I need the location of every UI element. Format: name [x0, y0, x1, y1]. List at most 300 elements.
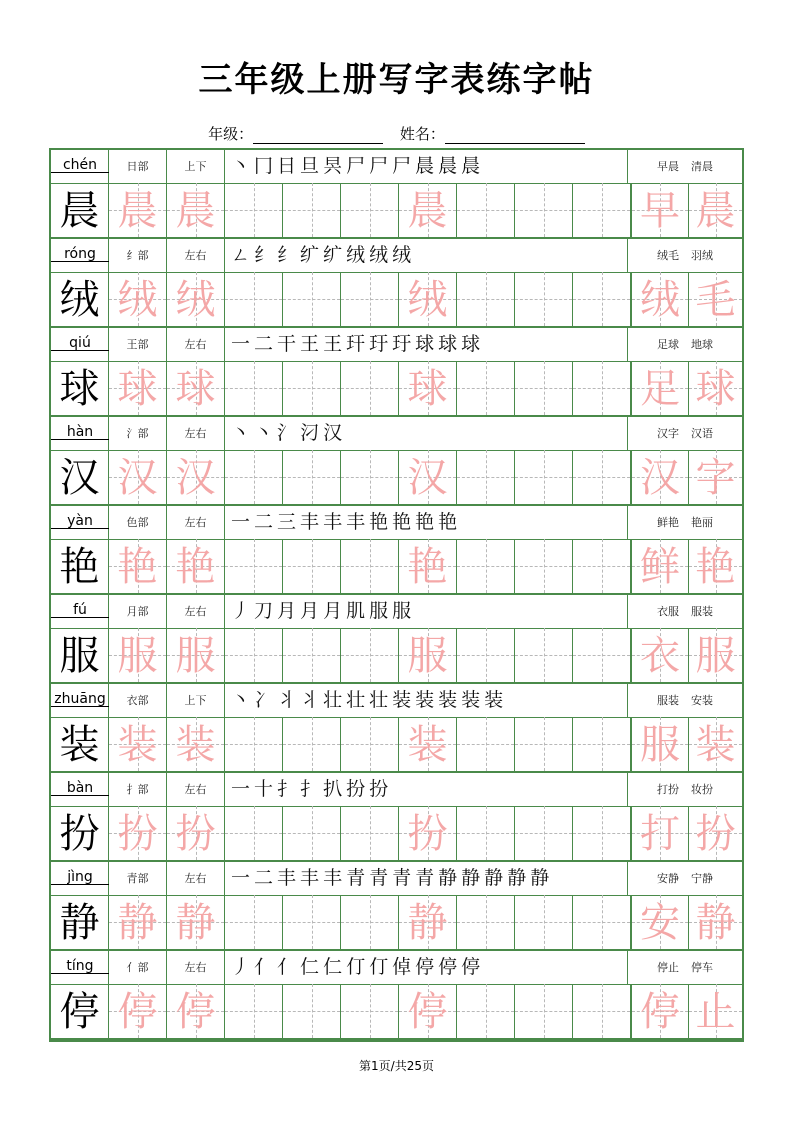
practice-box[interactable] [341, 272, 399, 326]
practice-box[interactable] [515, 450, 573, 504]
practice-box[interactable] [225, 361, 283, 415]
practice-box[interactable] [225, 895, 283, 949]
stroke-step: 刀 [254, 600, 274, 622]
practice-box[interactable] [457, 717, 515, 771]
trace-char: 晨 [407, 188, 448, 234]
trace-box[interactable] [109, 272, 167, 326]
trace-box[interactable] [399, 183, 457, 237]
stroke-order [225, 328, 628, 361]
practice-row [51, 895, 742, 951]
practice-box[interactable] [457, 539, 515, 593]
word-trace-char: 装 [695, 722, 736, 768]
example-word: 艳丽 [691, 516, 713, 529]
word-trace-box[interactable] [631, 450, 689, 504]
practice-box[interactable] [573, 450, 631, 504]
pinyin-cell [51, 417, 109, 450]
practice-box[interactable] [515, 717, 573, 771]
practice-box[interactable] [573, 895, 631, 949]
practice-box[interactable] [225, 272, 283, 326]
example-words [628, 595, 742, 628]
practice-box[interactable] [341, 806, 399, 860]
practice-box[interactable] [283, 539, 341, 593]
word-trace-box[interactable] [689, 183, 742, 237]
stroke-step: 绒 [346, 244, 366, 266]
structure: 左右 [167, 951, 225, 984]
word-trace-box[interactable] [689, 628, 742, 682]
stroke-step: 青 [392, 867, 412, 889]
practice-box[interactable] [515, 895, 573, 949]
trace-char: 装 [407, 722, 448, 768]
practice-box[interactable] [283, 895, 341, 949]
stroke-step: 冂 [254, 155, 274, 177]
stroke-step: 停 [438, 956, 458, 978]
example-word: 地球 [691, 338, 713, 351]
practice-box[interactable] [515, 539, 573, 593]
pinyin-cell [51, 773, 109, 806]
practice-box[interactable] [225, 806, 283, 860]
practice-box[interactable] [573, 628, 631, 682]
stroke-step: 晨 [415, 155, 435, 177]
example-words [628, 951, 742, 984]
practice-box[interactable] [573, 361, 631, 415]
stroke-step: 扒 [323, 778, 343, 800]
practice-box[interactable] [515, 361, 573, 415]
structure: 左右 [167, 239, 225, 272]
trace-box[interactable] [399, 539, 457, 593]
grade-label: 年级： [208, 125, 254, 143]
trace-box[interactable] [109, 628, 167, 682]
stroke-step: 装 [461, 689, 481, 711]
stroke-step: 静 [507, 867, 527, 889]
word-trace-char: 停 [640, 989, 680, 1035]
radical: 青部 [109, 862, 167, 895]
practice-box[interactable] [457, 895, 515, 949]
practice-box[interactable] [457, 628, 515, 682]
trace-char: 绒 [175, 277, 216, 323]
practice-box[interactable] [225, 539, 283, 593]
student-info [0, 123, 793, 144]
word-trace-char: 打 [640, 811, 680, 857]
example-words [628, 862, 742, 895]
stroke-order [225, 150, 628, 183]
practice-box[interactable] [573, 183, 631, 237]
trace-box[interactable] [109, 806, 167, 860]
model-char: 服 [59, 633, 100, 679]
model-char: 静 [59, 900, 100, 946]
word-trace-box[interactable] [631, 272, 689, 326]
stroke-order [225, 951, 628, 984]
trace-box[interactable] [167, 984, 225, 1038]
stroke-step: 仁 [300, 956, 320, 978]
stroke-step: 青 [415, 867, 435, 889]
word-trace-char: 毛 [695, 277, 736, 323]
trace-box[interactable] [109, 450, 167, 504]
stroke-step: 亻 [254, 956, 274, 978]
trace-box[interactable] [167, 895, 225, 949]
word-trace-box[interactable] [631, 806, 689, 860]
practice-box[interactable] [225, 628, 283, 682]
trace-box[interactable] [167, 450, 225, 504]
trace-char: 球 [407, 366, 448, 412]
example-words [628, 150, 742, 183]
page-number: 第1页/共25页 [359, 1059, 434, 1073]
trace-char: 服 [407, 633, 448, 679]
practice-box[interactable] [225, 183, 283, 237]
radical: 衣部 [109, 684, 167, 717]
practice-box[interactable] [515, 272, 573, 326]
stroke-step: 扮 [346, 778, 366, 800]
stroke-order [225, 773, 628, 806]
name-label: 姓名： [399, 125, 445, 143]
example-word: 鲜艳 [657, 516, 679, 529]
stroke-step: 二 [254, 867, 274, 889]
example-words [628, 684, 742, 717]
example-words [628, 417, 742, 450]
model-box [51, 984, 109, 1038]
word-trace-char: 汉 [640, 455, 680, 501]
trace-char: 扮 [175, 811, 216, 857]
practice-box[interactable] [573, 984, 631, 1038]
practice-box[interactable] [341, 895, 399, 949]
practice-box[interactable] [457, 984, 515, 1038]
trace-box[interactable] [399, 806, 457, 860]
practice-box[interactable] [457, 183, 515, 237]
practice-row [51, 183, 742, 239]
word-trace-box[interactable] [631, 183, 689, 237]
example-word: 足球 [657, 338, 679, 351]
example-word: 停止 [657, 961, 679, 974]
stroke-step: 仃 [346, 956, 366, 978]
grade-field[interactable] [253, 129, 383, 144]
trace-box[interactable] [399, 984, 457, 1038]
stroke-step: 王 [300, 333, 320, 355]
practice-box[interactable] [457, 450, 515, 504]
model-box [51, 272, 109, 326]
stroke-step: 纟 [254, 244, 274, 266]
trace-box[interactable] [167, 717, 225, 771]
practice-row [51, 272, 742, 328]
practice-box[interactable] [573, 272, 631, 326]
stroke-step: 丶 [231, 422, 251, 444]
pinyin-cell [51, 684, 109, 717]
trace-char: 停 [117, 989, 158, 1035]
example-word: 打扮 [657, 783, 679, 796]
word-trace-box[interactable] [689, 895, 742, 949]
stroke-step: 丶 [254, 422, 274, 444]
stroke-step: 静 [438, 867, 458, 889]
word-trace-char: 静 [695, 900, 736, 946]
trace-box[interactable] [109, 984, 167, 1038]
stroke-step: 肌 [346, 600, 366, 622]
word-trace-char: 止 [695, 989, 736, 1035]
stroke-step: 亻 [277, 956, 297, 978]
page-title: 三年级上册写字表练字帖 [198, 60, 595, 100]
radical: 扌部 [109, 773, 167, 806]
trace-char: 扮 [407, 811, 448, 857]
trace-char: 静 [175, 900, 216, 946]
practice-box[interactable] [515, 806, 573, 860]
stroke-step: 青 [369, 867, 389, 889]
stroke-step: 停 [461, 956, 481, 978]
stroke-step: 艳 [369, 511, 389, 533]
practice-box[interactable] [341, 628, 399, 682]
trace-box[interactable] [399, 450, 457, 504]
practice-box[interactable] [515, 183, 573, 237]
practice-box[interactable] [457, 361, 515, 415]
stroke-step: 青 [346, 867, 366, 889]
radical: 纟部 [109, 239, 167, 272]
word-trace-box[interactable] [689, 272, 742, 326]
example-word: 安静 [657, 872, 679, 885]
trace-char: 汉 [407, 455, 448, 501]
practice-box[interactable] [457, 272, 515, 326]
model-box [51, 361, 109, 415]
practice-box[interactable] [283, 717, 341, 771]
trace-box[interactable] [399, 717, 457, 771]
stroke-step: 十 [254, 778, 274, 800]
practice-box[interactable] [515, 628, 573, 682]
practice-box[interactable] [283, 984, 341, 1038]
pinyin-cell [51, 328, 109, 361]
stroke-step: 扮 [369, 778, 389, 800]
stroke-step: 纩 [300, 244, 320, 266]
stroke-step: 丰 [300, 511, 320, 533]
trace-box[interactable] [167, 272, 225, 326]
stroke-order [225, 239, 628, 272]
practice-box[interactable] [225, 717, 283, 771]
practice-box[interactable] [283, 806, 341, 860]
example-word: 服装 [657, 694, 679, 707]
word-trace-box[interactable] [689, 539, 742, 593]
word-trace-box[interactable] [689, 361, 742, 415]
pinyin-cell [51, 862, 109, 895]
practice-box[interactable] [283, 628, 341, 682]
model-char: 绒 [59, 277, 100, 323]
stroke-step: 壮 [369, 689, 389, 711]
trace-box[interactable] [399, 361, 457, 415]
pinyin: hàn [51, 425, 109, 440]
practice-box[interactable] [283, 183, 341, 237]
stroke-step: 氵 [277, 422, 297, 444]
trace-box[interactable] [399, 895, 457, 949]
trace-box[interactable] [109, 717, 167, 771]
trace-box[interactable] [167, 539, 225, 593]
trace-char: 艳 [117, 544, 158, 590]
practice-box[interactable] [573, 717, 631, 771]
practice-box[interactable] [457, 806, 515, 860]
stroke-step: 汉 [323, 422, 343, 444]
trace-char: 停 [407, 989, 448, 1035]
model-box [51, 895, 109, 949]
trace-char: 球 [175, 366, 216, 412]
stroke-step: 球 [438, 333, 458, 355]
word-trace-box[interactable] [631, 539, 689, 593]
name-field[interactable] [445, 129, 585, 144]
example-word: 汉字 [657, 427, 679, 440]
pinyin: bàn [51, 781, 109, 796]
stroke-step: 晨 [461, 155, 481, 177]
radical: 王部 [109, 328, 167, 361]
practice-box[interactable] [225, 984, 283, 1038]
model-char: 扮 [59, 811, 100, 857]
trace-char: 绒 [117, 277, 158, 323]
word-trace-char: 扮 [695, 811, 736, 857]
stroke-step: 尸 [392, 155, 412, 177]
stroke-step: 扌 [300, 778, 320, 800]
trace-char: 晨 [117, 188, 158, 234]
practice-row [51, 450, 742, 506]
stroke-step: 倬 [392, 956, 412, 978]
stroke-step: 一 [231, 511, 251, 533]
stroke-step: 球 [461, 333, 481, 355]
word-trace-char: 绒 [640, 277, 680, 323]
word-trace-box[interactable] [631, 361, 689, 415]
stroke-step: 丬 [277, 689, 297, 711]
practice-box[interactable] [283, 272, 341, 326]
practice-row [51, 361, 742, 417]
structure: 上下 [167, 150, 225, 183]
pinyin: fú [51, 603, 109, 618]
radical: 月部 [109, 595, 167, 628]
example-word: 清晨 [691, 160, 713, 173]
structure: 上下 [167, 684, 225, 717]
stroke-step: 服 [369, 600, 389, 622]
trace-box[interactable] [399, 272, 457, 326]
pinyin-cell [51, 506, 109, 539]
practice-box[interactable] [515, 984, 573, 1038]
word-trace-box[interactable] [689, 717, 742, 771]
structure: 左右 [167, 595, 225, 628]
stroke-step: 丰 [300, 867, 320, 889]
char-info-row [51, 595, 742, 629]
char-info-row [51, 773, 742, 807]
model-box [51, 539, 109, 593]
practice-box[interactable] [341, 539, 399, 593]
word-trace-char: 服 [640, 722, 680, 768]
word-trace-box[interactable] [689, 450, 742, 504]
structure: 左右 [167, 506, 225, 539]
stroke-step: 丰 [323, 511, 343, 533]
stroke-step: 艳 [438, 511, 458, 533]
trace-box[interactable] [109, 539, 167, 593]
practice-box[interactable] [341, 717, 399, 771]
practice-box[interactable] [573, 806, 631, 860]
example-word: 停车 [691, 961, 713, 974]
trace-box[interactable] [109, 183, 167, 237]
pinyin-cell [51, 595, 109, 628]
practice-box[interactable] [573, 539, 631, 593]
example-word: 安装 [691, 694, 713, 707]
example-words [628, 239, 742, 272]
radical: 日部 [109, 150, 167, 183]
word-trace-char: 服 [695, 633, 736, 679]
practice-box[interactable] [225, 450, 283, 504]
model-char: 球 [59, 366, 100, 412]
practice-row [51, 628, 742, 684]
char-info-row [51, 862, 742, 896]
model-box [51, 450, 109, 504]
word-trace-box[interactable] [631, 984, 689, 1038]
stroke-step: 尸 [346, 155, 366, 177]
practice-box[interactable] [283, 450, 341, 504]
trace-box[interactable] [167, 628, 225, 682]
model-box [51, 806, 109, 860]
stroke-step: 一 [231, 778, 251, 800]
stroke-step: 绒 [369, 244, 389, 266]
structure: 左右 [167, 417, 225, 450]
example-word: 早晨 [657, 160, 679, 173]
trace-box[interactable] [109, 361, 167, 415]
practice-row [51, 984, 742, 1040]
char-info-row [51, 328, 742, 362]
word-trace-char: 衣 [640, 633, 680, 679]
trace-box[interactable] [167, 183, 225, 237]
practice-row [51, 539, 742, 595]
stroke-step: 静 [484, 867, 504, 889]
word-trace-box[interactable] [689, 806, 742, 860]
practice-box[interactable] [341, 450, 399, 504]
stroke-step: 干 [277, 333, 297, 355]
stroke-step: 玗 [369, 333, 389, 355]
practice-box[interactable] [341, 361, 399, 415]
trace-char: 艳 [407, 544, 448, 590]
practice-box[interactable] [283, 361, 341, 415]
trace-char: 绒 [407, 277, 448, 323]
example-word: 宁静 [691, 872, 713, 885]
practice-box[interactable] [341, 183, 399, 237]
structure: 左右 [167, 773, 225, 806]
example-word: 绒毛 [657, 249, 679, 262]
radical: 氵部 [109, 417, 167, 450]
stroke-step: 扌 [277, 778, 297, 800]
example-word: 羽绒 [691, 249, 713, 262]
stroke-step: 壮 [346, 689, 366, 711]
char-info-row [51, 506, 742, 540]
pinyin: tíng [51, 959, 109, 974]
word-trace-char: 早 [640, 188, 680, 234]
word-trace-box[interactable] [631, 717, 689, 771]
trace-box[interactable] [167, 806, 225, 860]
trace-char: 艳 [175, 544, 216, 590]
word-trace-box[interactable] [631, 628, 689, 682]
model-char: 装 [59, 722, 100, 768]
stroke-step: 装 [484, 689, 504, 711]
char-info-row [51, 417, 742, 451]
trace-box[interactable] [109, 895, 167, 949]
stroke-step: 丰 [346, 511, 366, 533]
practice-box[interactable] [341, 984, 399, 1038]
stroke-step: 日 [277, 155, 297, 177]
trace-box[interactable] [399, 628, 457, 682]
pinyin: yàn [51, 514, 109, 529]
practice-row [51, 717, 742, 773]
trace-char: 静 [117, 900, 158, 946]
practice-grid [49, 148, 744, 1042]
stroke-step: 玗 [392, 333, 412, 355]
word-trace-box[interactable] [689, 984, 742, 1038]
word-trace-box[interactable] [631, 895, 689, 949]
stroke-step: 丿 [231, 956, 251, 978]
word-trace-char: 鲜 [640, 544, 680, 590]
practice-row [51, 806, 742, 862]
model-char: 汉 [59, 455, 100, 501]
word-trace-char: 足 [640, 366, 680, 412]
structure: 左右 [167, 862, 225, 895]
trace-box[interactable] [167, 361, 225, 415]
pinyin: qiú [51, 336, 109, 351]
word-trace-char: 字 [695, 455, 736, 501]
stroke-step: 壮 [323, 689, 343, 711]
